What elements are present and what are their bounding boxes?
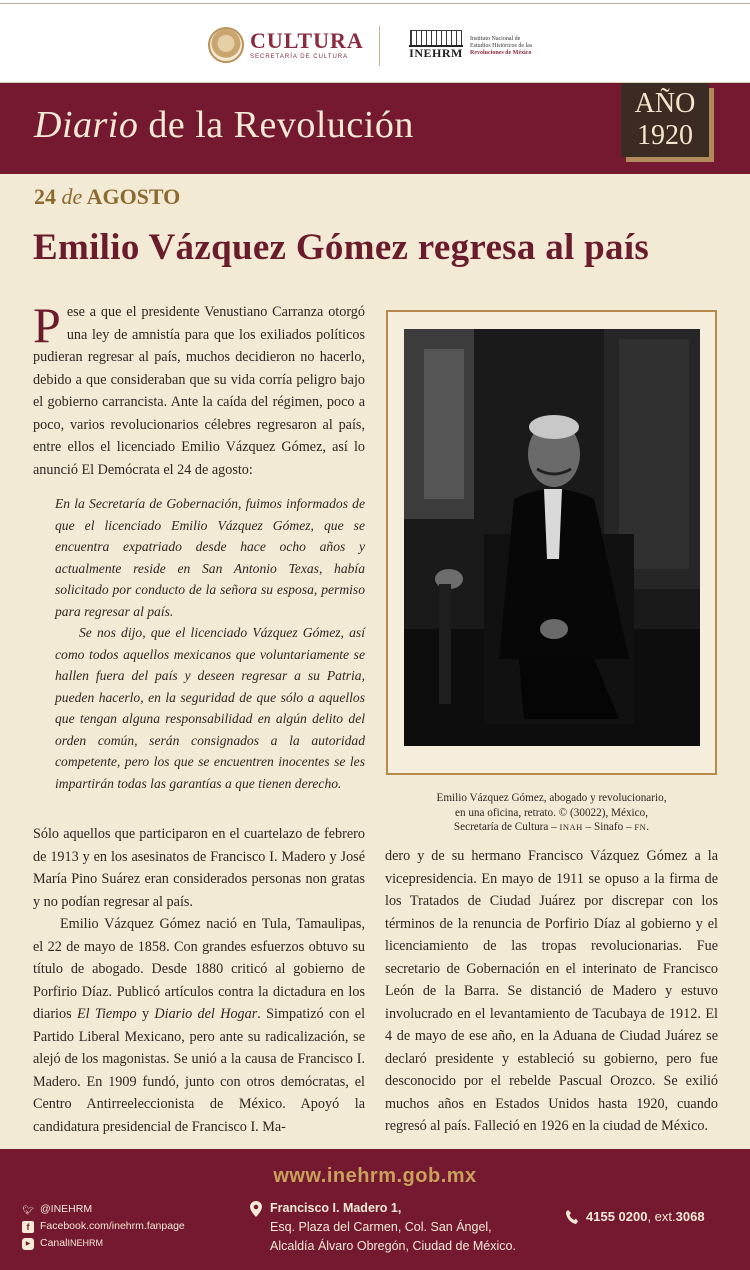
youtube-icon: ▶ <box>22 1238 34 1250</box>
year-badge <box>621 83 709 157</box>
quote-paragraph-2: Se nos dijo, que el licenciado Vázquez Gómez, así como todos aquellos mexicanos que voluntariamente se hallen fuera del país y deseen regresar a su Patria, pueden hacerlo, en la seguridad de que sólo a aquellos que tengan alguna responsabilidad en algún delito del orden común, serán consignados a la autoridad competente, pero los que se encuentren inocentes se les impartirán todas las garantías a que tienen derecho. <box>55 625 365 791</box>
cultura-subtitle: SECRETARÍA DE CULTURA <box>250 54 349 60</box>
article-date: 24 de AGOSTO <box>34 184 181 209</box>
cultura-logo <box>208 26 364 64</box>
article-column-left <box>33 297 365 806</box>
intro-paragraph: Pese a que el presidente Venustiano Carranza otorgó una ley de amnistía para que los exiliados políticos pudieran regresar al país, muchos decidieron no hacerlo, debido a que consideraban que su vida corría peligro bajo el gobierno carrancista. Ante la caída del régimen, poco a poco, varios revolucionarios célebres regresaron al país, entre ellos el licenciado Emilio Vázquez Gómez, así lo anunció El Demócrata el 24 de agosto: <box>33 297 365 478</box>
portrait-photo <box>404 329 700 746</box>
address: Francisco I. Madero 1, Esq. Plaza del Carmen, Col. San Ángel, Alcaldía Álvaro Obregón, Ciudad de México. <box>250 1199 516 1256</box>
inehrm-wordmark: INEHRM <box>409 46 463 60</box>
year-word: AÑO <box>634 88 696 119</box>
social-links <box>22 1201 185 1252</box>
phone-contact: 4155 0200 , ext. 3068 <box>566 1209 705 1224</box>
article-headline: Emilio Vázquez Gómez regresa al país <box>33 227 650 268</box>
building-icon <box>410 30 462 45</box>
header-rule <box>0 3 750 4</box>
logo-divider <box>379 26 380 66</box>
cultura-name: CULTURA <box>250 28 364 53</box>
article-column-left-lower <box>33 823 365 1138</box>
paragraph-continued: dero y de su hermano Francisco Vázquez Gómez a la vicepresidencia. En mayo de 1911 se opuso a la firma de los Tratados de Ciudad Juárez por discrepar con los términos de la renuncia de Porfirio Díaz al gobierno y el licenciamiento de las tropas revolucionarias. Fue secretario de Gobernación en el interinato de Francisco León de la Barra. Se distanció de Madero y estuvo involucrado en el levantamiento de Tacubaya de 1912. El 4 de mayo de ese año, en la Aduana de Ciudad Juárez se declaró presidente y estableció su gobierno, pero fue desconocido por el rebelde Pascual Orozco. Se exilió muchos años en Estados Unidos hasta 1920, cuando regresó al país. Falleció en 1926 en la ciudad de México. <box>385 848 718 1134</box>
quote-paragraph-1: En la Secretaría de Gobernación, fuimos informados de que el licenciado Emilio Vázquez Gómez, que se encuentra expatriado desde hace ocho años y actualmente reside en San Antonio Texas, había solicitado por conducto de la señora su esposa, permiso para regresar al país. <box>55 496 365 619</box>
website-link[interactable]: www.inehrm.gob.mx <box>273 1165 477 1187</box>
inehrm-logo <box>408 30 532 60</box>
footer <box>0 1149 750 1270</box>
article-column-right <box>385 845 718 1138</box>
twitter-link[interactable]: 🐦︎ @INEHRM <box>22 1203 93 1215</box>
eagle-seal-icon <box>208 27 244 63</box>
photo-caption: Emilio Vázquez Gómez, abogado y revolucionario, en una oficina, retrato. © (30022), México, Secretaría de Cultura – INAH – Sinafo – FN. <box>436 792 667 833</box>
paragraph-4: Emilio Vázquez Gómez nació en Tula, Tamaulipas, el 22 de mayo de 1858. Con grandes esfuerzos obtuvo su título de abogado. Desde 1880 criticó al gobierno de Porfirio Díaz. Publicó artículos contra la dictadura en los diarios El Tiempo y Diario del Hogar. Simpatizó con el Partido Liberal Mexicano, pero ante su radicalización, se alejó de los magonistas. Se unió a la causa de Francisco I. Madero. En 1909 fundó, junto con otros demócratas, el Centro Antirreeleccionista de México. Apoyó la candidatura presidencial de Francisco I. Ma- <box>33 916 366 1135</box>
drop-cap: P <box>33 297 61 353</box>
year-number: 1920 <box>637 120 693 151</box>
facebook-icon: f <box>22 1221 34 1233</box>
twitter-icon: 🐦︎ <box>22 1204 34 1215</box>
location-pin-icon <box>250 1201 262 1217</box>
publication-title: Diario de la Revolución <box>34 104 414 146</box>
youtube-link[interactable]: ▶ Canal INEHRM <box>22 1235 185 1252</box>
paragraph-3: Sólo aquellos que participaron en el cuartelazo de febrero de 1913 y en los asesinatos de Francisco I. Madero y José María Pino Suárez eran considerados personas non gratas y no podían regresar al país. <box>33 826 365 910</box>
inehrm-fullname: Instituto Nacional de Estudios Históricos de las Revoluciones de México <box>470 36 533 56</box>
newspaper-quote <box>55 493 365 794</box>
top-header <box>0 0 750 83</box>
phone-icon <box>566 1210 578 1224</box>
facebook-link[interactable]: f Facebook.com/inehrm.fanpage <box>22 1218 185 1235</box>
